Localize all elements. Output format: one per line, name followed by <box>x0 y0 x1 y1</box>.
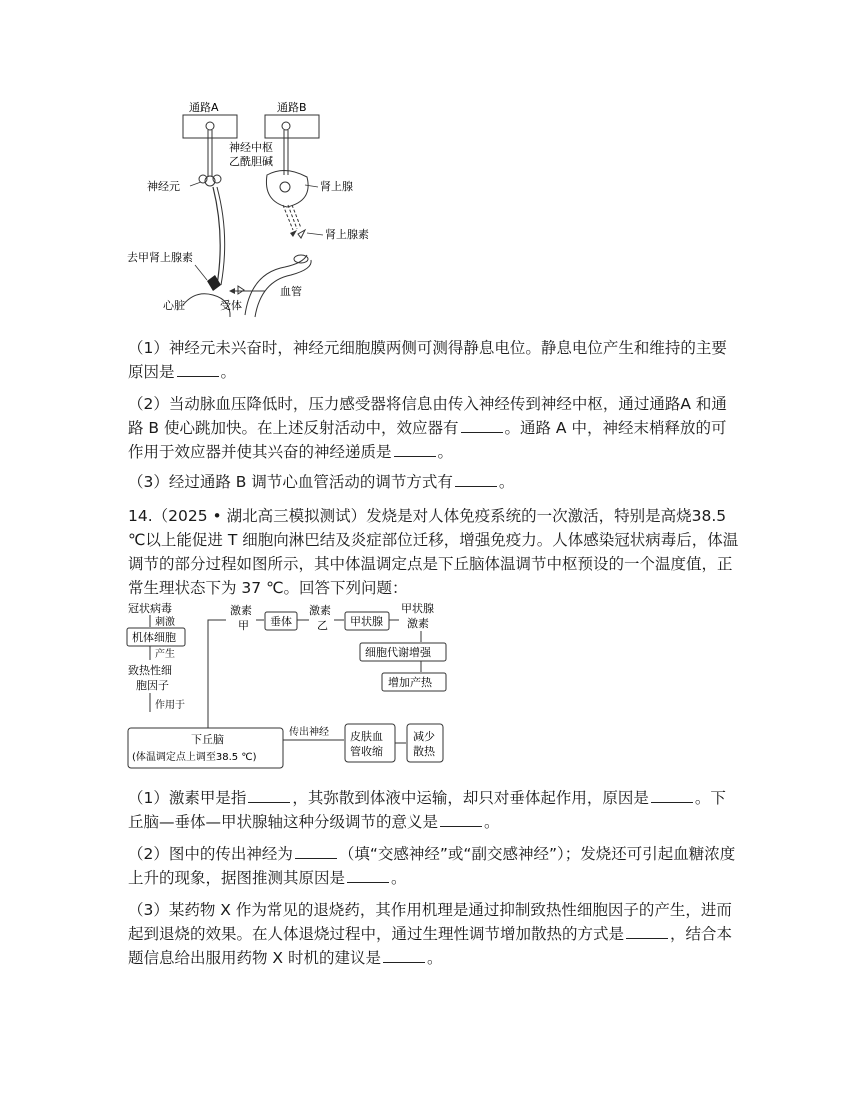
q14-intro: 14.（2025 • 湖北高三模拟测试）发烧是对人体免疫系统的一次激活，特别是高烧38.5 ℃以上能促进 T 细胞向淋巴结及炎症部位迁移，增强免疫力。人体感染冠状病毒后，体温调节的部分过程如图所示，其中体温调定点是下丘脑体温调节中枢预设的一个温度值，正常生理状态下为 37 ℃。回答下列问题： <box>128 507 739 597</box>
answer-blank[interactable] <box>295 857 337 859</box>
bodycell-label: 机体细胞 <box>132 631 176 644</box>
skin-vessel-label-2: 管收缩 <box>350 745 383 758</box>
skin-vessel-label-1: 皮肤血 <box>350 730 383 743</box>
metabolism-label: 细胞代谢增强 <box>365 646 431 659</box>
hormone-b-label-2: 乙 <box>317 619 328 632</box>
epinephrine-label: 肾上腺素 <box>325 228 369 241</box>
answer-blank[interactable] <box>347 881 389 883</box>
q13-part2: （2）当动脉血压降低时，压力感受器将信息由传入神经传到神经中枢，通过通路A 和通路 B 使心跳加快。在上述反射活动中，效应器有 。通路 A 中，神经末梢释放的可作用于效应器并使其兴奋的神经递质是 。 <box>128 395 727 461</box>
act-on-label: 作用于 <box>155 700 185 711</box>
path-b-box <box>265 115 319 138</box>
q14-part3: （3）某药物 X 作为常见的退烧药，其作用机理是通过抑制致热性细胞因子的产生，进而起到退烧的效果。在人体退烧过程中，通过生理性调节增加散热的方式是 ，结合本题信息给出服用药物 X 时机的建议是 。 <box>128 901 733 967</box>
answer-blank[interactable] <box>461 431 503 433</box>
virus-label: 冠状病毒 <box>128 602 172 615</box>
thyroid-hormone-label-2: 激素 <box>407 617 429 630</box>
answer-blank[interactable] <box>440 825 482 827</box>
answer-blank[interactable] <box>177 375 219 377</box>
path-a-box <box>183 115 237 138</box>
heat-production-label: 增加产热 <box>388 676 432 689</box>
reduce-heat-label-1: 减少 <box>413 730 435 743</box>
neuron-label: 神经元 <box>147 180 180 193</box>
setpoint-label: (体温调定点上调至38.5 ℃) <box>132 752 257 763</box>
norepinephrine-label: 去甲肾上腺素 <box>127 251 193 264</box>
q13-part3: （3）经过通路 B 调节心血管活动的调节方式有 。 <box>128 473 515 491</box>
vessel-label: 血管 <box>280 285 302 298</box>
receptor-label: 受体 <box>220 299 242 312</box>
hormone-a-label-1: 激素 <box>230 604 252 617</box>
hormone-b-label-1: 激素 <box>309 604 331 617</box>
ach-label: 乙酰胆碱 <box>229 155 273 168</box>
efferent-label: 传出神经 <box>289 727 329 738</box>
hypothalamus-label: 下丘脑 <box>191 733 224 746</box>
figure-thermoregulation <box>126 600 446 772</box>
pyrogen-label-1: 致热性细 <box>128 664 172 677</box>
reduce-heat-label-2: 散热 <box>413 745 435 758</box>
hormone-a-label-2: 甲 <box>238 619 249 632</box>
pyrogen-label-2: 胞因子 <box>136 679 169 692</box>
answer-blank[interactable] <box>626 937 668 939</box>
figure-nerve-pathways <box>127 95 385 325</box>
answer-blank[interactable] <box>394 455 436 457</box>
q14-part2: （2）图中的传出神经为 （填“交感神经”或“副交感神经”）；发烧还可引起血糖浓度上升的现象，据图推测其原因是 。 <box>128 845 736 887</box>
center-label: 神经中枢 <box>229 141 273 154</box>
q14-part1: （1）激素甲是指 ，其弥散到体液中运输，却只对垂体起作用，原因是 。下丘脑—垂体—甲状腺轴这种分级调节的意义是 。 <box>128 789 726 831</box>
path-b-label: 通路B <box>277 101 307 114</box>
answer-blank[interactable] <box>383 961 425 963</box>
answer-blank[interactable] <box>248 801 290 803</box>
thyroid-label: 甲状腺 <box>350 615 383 628</box>
q13-part1: （1）神经元未兴奋时，神经元细胞膜两侧可测得静息电位。静息电位产生和维持的主要原因是 。 <box>128 339 727 381</box>
answer-blank[interactable] <box>455 485 497 487</box>
stimulate-label: 刺激 <box>155 617 175 628</box>
adrenal-label: 肾上腺 <box>320 180 353 193</box>
thyroid-hormone-label-1: 甲状腺 <box>401 602 434 615</box>
heart-label: 心脏 <box>163 299 185 312</box>
pituitary-label: 垂体 <box>270 615 292 628</box>
answer-blank[interactable] <box>651 801 693 803</box>
produce-label: 产生 <box>155 649 175 660</box>
path-a-label: 通路A <box>189 101 219 114</box>
